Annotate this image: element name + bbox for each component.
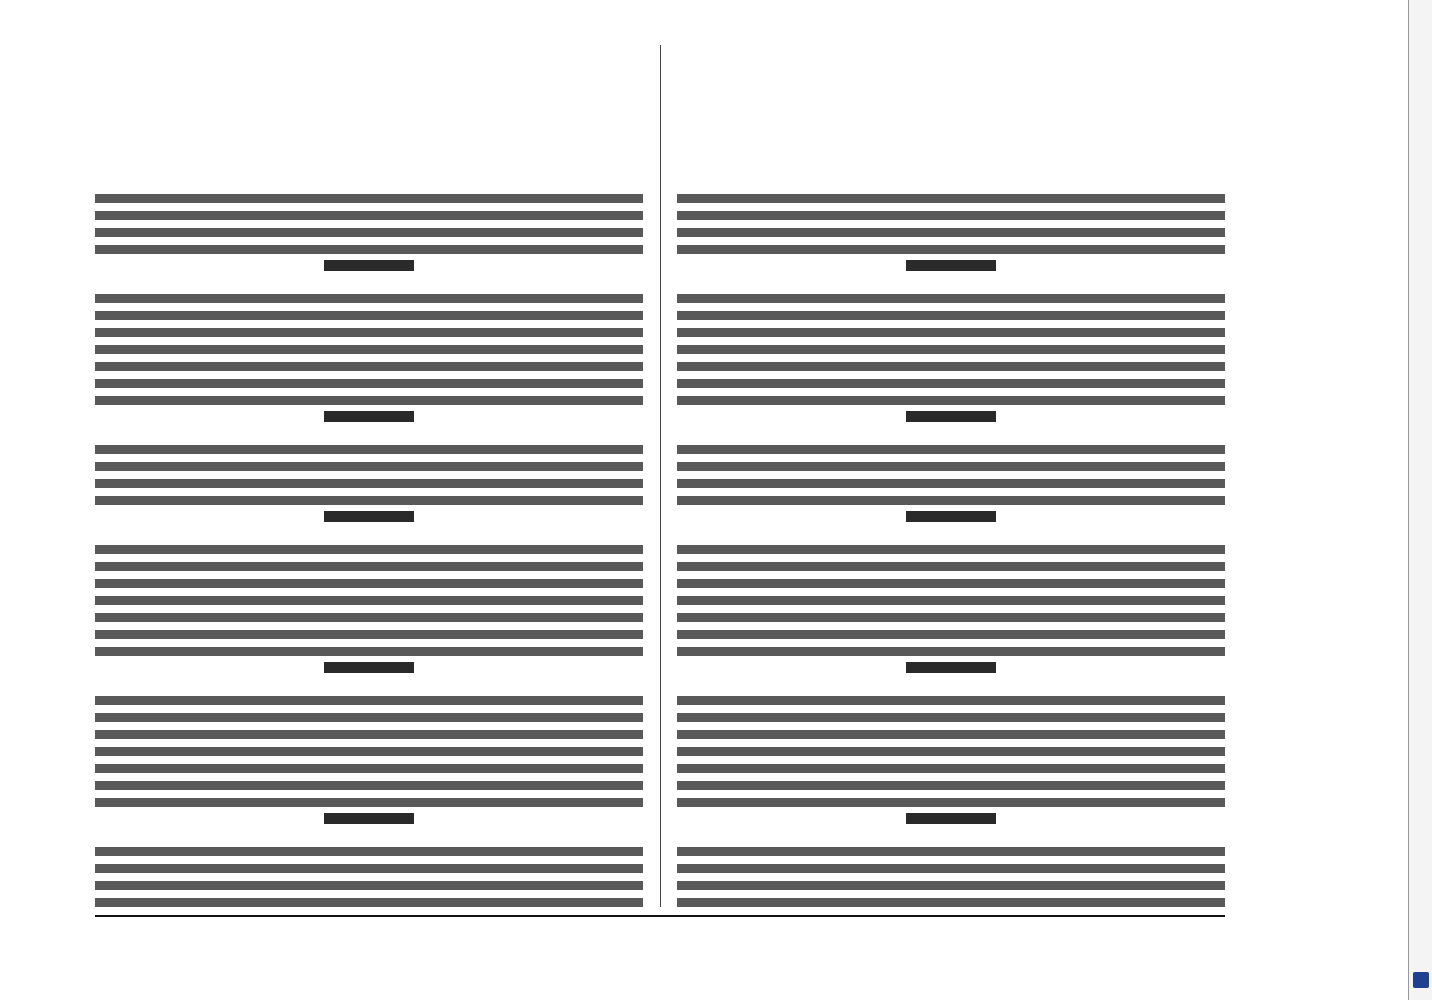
article-block — [95, 537, 643, 678]
article-block — [677, 537, 1225, 678]
paragraph — [677, 688, 1225, 807]
article-block — [677, 688, 1225, 829]
article-block — [95, 186, 643, 276]
document-sheet — [95, 40, 1225, 945]
paragraph — [95, 839, 643, 907]
article-heading — [95, 813, 643, 829]
article-heading — [95, 411, 643, 427]
article-heading — [677, 813, 1225, 829]
running-header — [95, 915, 1225, 945]
article-heading — [95, 511, 643, 527]
left-column — [677, 45, 1225, 907]
article-block — [677, 437, 1225, 527]
article-block — [95, 286, 643, 427]
paragraph — [95, 537, 643, 656]
article-heading — [677, 511, 1225, 527]
article-block — [95, 437, 643, 527]
paragraph — [95, 688, 643, 807]
article-block — [95, 688, 643, 829]
paragraph — [95, 186, 643, 254]
article-heading — [95, 260, 643, 276]
article-block — [677, 286, 1225, 427]
article-heading — [95, 662, 643, 678]
paragraph — [677, 839, 1225, 907]
paragraph — [677, 437, 1225, 505]
article-heading — [677, 260, 1225, 276]
digitization-credit — [1413, 600, 1429, 980]
paragraph — [677, 537, 1225, 656]
paragraph — [677, 186, 1225, 254]
article-block — [677, 186, 1225, 276]
column-divider — [660, 45, 661, 907]
text-block — [677, 839, 1225, 907]
digitization-strip — [1408, 0, 1432, 1000]
right-column — [95, 45, 643, 907]
article-heading — [677, 662, 1225, 678]
text-block — [95, 839, 643, 907]
paragraph — [677, 286, 1225, 405]
dfg-logo-icon — [1413, 972, 1429, 988]
paragraph — [95, 437, 643, 505]
article-heading — [677, 411, 1225, 427]
paragraph — [95, 286, 643, 405]
